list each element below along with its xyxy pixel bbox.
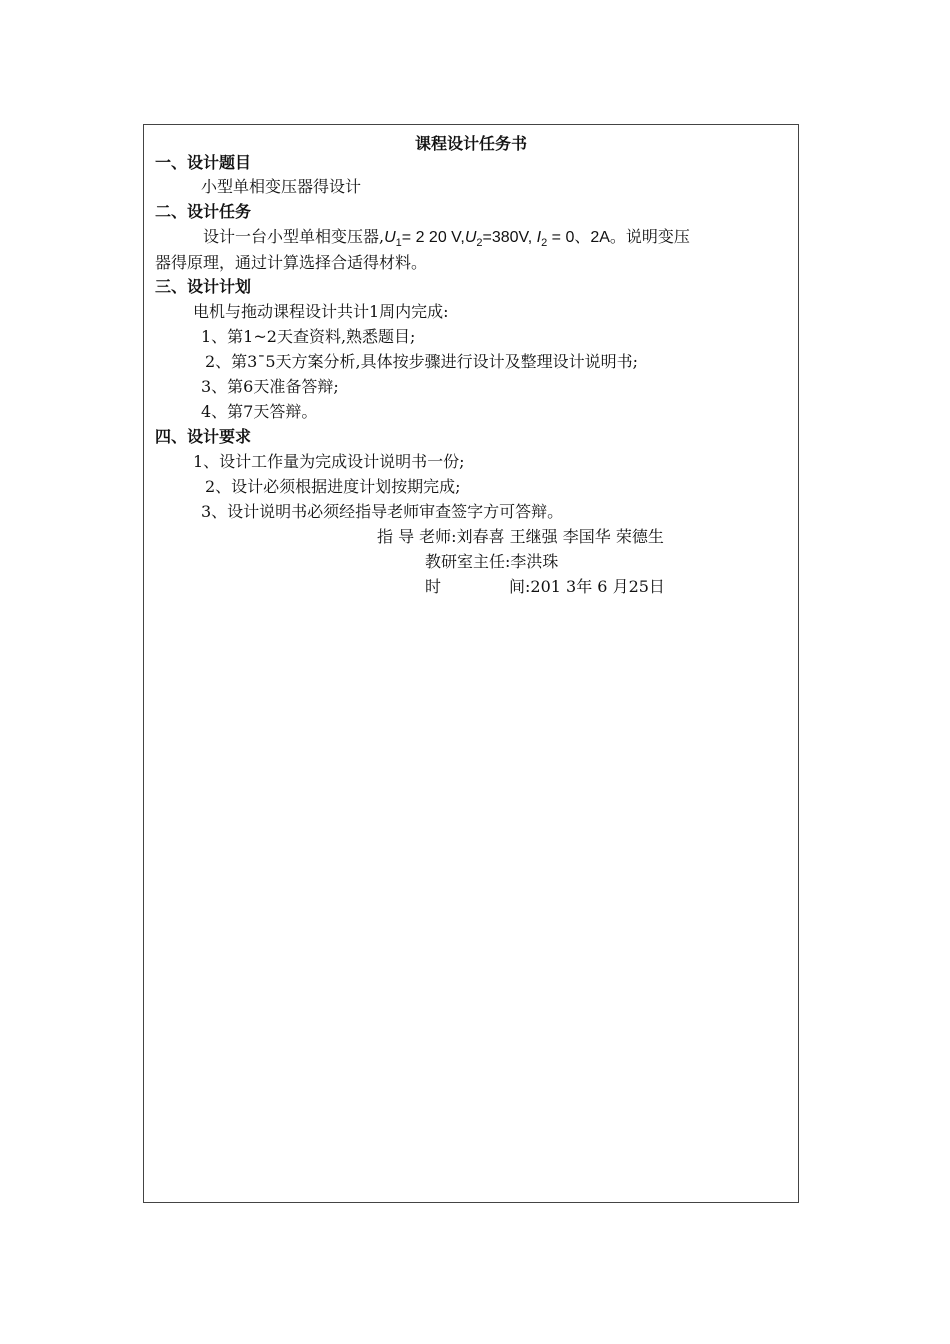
u1-formula: $U_1= 2$ 20 $V,U_2=380V$, $I_2 = 0$、2A。说明变压	[384, 229, 690, 250]
section-2-line-2: 器得原理，通过计算选择合适得材料。	[155, 253, 428, 272]
section-3-heading: 三、设计计划	[155, 277, 252, 296]
requirement-item: 2、设计必须根据进度计划按期完成;	[205, 477, 461, 496]
section-4-heading: 四、设计要求	[155, 427, 252, 446]
section-2-prefix: 设计一台小型单相变压器,	[203, 227, 385, 246]
section-3-intro: 电机与拖动课程设计共计1周内完成:	[193, 302, 449, 321]
section-1-text: 小型单相变压器得设计	[201, 177, 362, 196]
time-value: 间:201 3年 6 月25日	[509, 577, 665, 596]
section-1-heading: 一、设计题目	[155, 153, 252, 172]
requirement-item: 3、设计说明书必须经指导老师审查签字方可答辩。	[201, 502, 564, 521]
document-title: 课程设计任务书	[414, 134, 527, 153]
plan-item: 1、第1~2天查资料,熟悉题目;	[201, 327, 416, 346]
plan-item: 3、第6天准备答辩;	[201, 377, 339, 396]
requirement-item: 1、设计工作量为完成设计说明书一份;	[193, 452, 465, 471]
task-sheet-frame	[143, 124, 799, 1203]
section-2-line-1	[203, 226, 690, 254]
director-line: 教研室主任:李洪珠	[425, 552, 559, 571]
advisor-line: 指 导 老师:刘春喜 王继强 李国华 荣德生	[377, 527, 664, 546]
section-2-heading: 二、设计任务	[155, 202, 252, 221]
plan-item: 2、第3¯5天方案分析,具体按步骤进行设计及整理设计说明书;	[205, 352, 639, 371]
time-label: 时	[425, 577, 442, 596]
time-line	[425, 576, 665, 598]
plan-item: 4、第7天答辩。	[201, 402, 318, 421]
